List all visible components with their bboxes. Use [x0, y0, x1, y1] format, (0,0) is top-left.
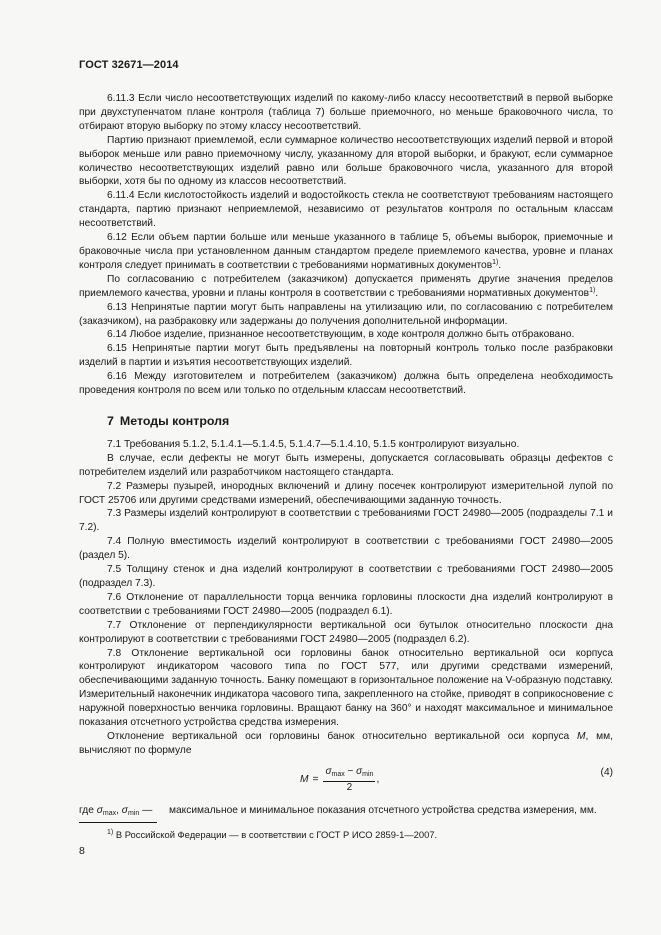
- paragraph-6-11-4: 6.11.4 Если кислотостойкость изделий и водостойкость стекла не соответствуют требованиям настоящего стандарта, партию признают неприемлемой, независимо от результатов контроля по остальным классам несоответствий.: [79, 190, 613, 230]
- paragraph-6-16: 6.16 Между изготовителем и потребителем (заказчиком) должна быть определена необходимость проведения контроля по всем или только по отдельным классам несоответствий.: [79, 371, 613, 397]
- paragraph-acceptance: Партию признают приемлемой, если суммарное количество несоответствующих изделий первой и второй выборок меньше или равно приемочному числу, указанному для второй выборки, и бракуют, если суммарное количество несоответствующих изделий равно или больше браковочного числа, указанного для второй выборки, хотя бы по одному из классов несоответствий.: [79, 134, 613, 188]
- paragraph-7-6: 7.6 Отклонение от параллельности торца венчика горловины плоскости дна изделий контролируют в соответствии с требованиями ГОСТ 24980—2005 (подраздел 6.1).: [79, 591, 613, 617]
- paragraph-7-1: 7.1 Требования 5.1.2, 5.1.4.1—5.1.4.5, 5.1.4.7—5.1.4.10, 5.1.5 контролируют визуально.: [107, 438, 520, 450]
- paragraph-7-5: 7.5 Толщину стенок и дна изделий контролируют в соответствии с требованиями ГОСТ 24980—2005 (подраздел 7.3).: [79, 564, 613, 589]
- paragraph-defects: В случае, если дефекты не могут быть измерены, допускается согласовывать образцы дефектов с потребителем изделий или разработчиком настоящего стандарта.: [79, 452, 613, 478]
- footnote-ref[interactable]: 1): [589, 286, 596, 294]
- document-body: [79, 92, 613, 834]
- paragraph-7-7: 7.7 Отклонение от перпендикулярности вертикальной оси бутылок относительно плоскости дна контролируют в соответствии с требованиями ГОСТ 24980—2005 (подраздел 6.2).: [79, 619, 613, 645]
- paragraph-7-3: 7.3 Размеры изделий контролируют в соответствии с требованиями ГОСТ 24980—2005 (подразделы 7.1 и 7.2).: [79, 508, 613, 534]
- paragraph-6-12: 6.12 Если объем партии больше или меньше указанного в таблице 5, объемы выборок, приемочные и браковочные числа при установленном данным стандартом пределе приемлемого качества, уровне и планах контроля следует принимать в соответствии с требованиями нормативных документов$^{1)}$.: [79, 232, 613, 271]
- section-7-heading: 7 Методы контроля: [107, 413, 230, 428]
- document-header: ГОСТ 32671—2014: [79, 59, 179, 71]
- paragraph-7-8: 7.8 Отклонение вертикальной оси горловины банок относительно вертикальной оси корпуса контролируют индикатором часового типа по ГОСТ 577, или другими средствами измерений, обеспечивающими заданную точность. Банку помещают в горизонтальное положение на V-образную подставку. Измерительный наконечник индикатора часового типа, закрепленного на стойке, приводят в соприкосновение с наружной поверхностью венчика горловины. Вращают банку на 360° и находят максимальное и минимальное показания отсчетного устройства средства измерения.: [79, 647, 613, 729]
- formula-body: М = $\frac{\sigma_{max} - \sigma_{min}}{2}$ ,: [300, 765, 380, 793]
- footnote-divider: [79, 822, 157, 823]
- formula-number: (4): [600, 766, 613, 778]
- page-number: 8: [79, 845, 85, 857]
- paragraph-6-14: 6.14 Любое изделие, признанное несоответствующим, в ходе контроля должно быть отбраковано.: [107, 329, 575, 341]
- paragraph-7-4: 7.4 Полную вместимость изделий контролируют в соответствии с требованиями ГОСТ 24980—2005 (раздел 5).: [79, 536, 613, 562]
- footnote-ref[interactable]: 1): [492, 258, 499, 266]
- paragraph-deviation: Отклонение вертикальной оси горловины банок относительно вертикальной оси корпуса М, мм, вычисляют по формуле: [79, 730, 613, 756]
- formula-legend: где $\sigma_{max}$, $\sigma_{min}$ — максимальное и минимальное показания отсчетного устройства средства измерения, мм.: [79, 804, 597, 817]
- paragraph-6-13: 6.13 Непринятые партии могут быть направлены на утилизацию или, по согласованию с потребителем (заказчиком), на разбраковку или задержаны до получения дополнительной информации.: [79, 301, 613, 327]
- footnote: $^{1)}$ В Российской Федерации — в соответствии с ГОСТ Р ИСО 2859-1—2007.: [107, 829, 438, 840]
- paragraph-agreement: По согласованию с потребителем (заказчиком) допускается применять другие значения пределов приемлемого качества, уровни и планы контроля в соответствии с требованиями нормативных документов$^{1)}$.: [79, 273, 613, 299]
- paragraph-6-11-3: 6.11.3 Если число несоответствующих изделий по какому-либо классу несоответствий в первой выборке при двухступенчатом плане контроля (таблица 7) больше приемочного, но меньше браковочного числа, то отбирают вторую выборку по этому классу несоответствий.: [79, 93, 613, 132]
- paragraph-7-2: 7.2 Размеры пузырей, инородных включений и длину посечек контролируют измерительной лупой по ГОСТ 25706 или другими средствами измерений, обеспечивающими заданную точность.: [79, 480, 613, 506]
- formula-4: [79, 764, 613, 800]
- paragraph-6-15: 6.15 Непринятые партии могут быть предъявлены на повторный контроль только после разбраковки изделий в партии и изъятия несоответствующих изделий.: [79, 343, 613, 369]
- formula-fraction: $\frac{\sigma_{max} - \sigma_{min}}{2}$: [325, 765, 374, 793]
